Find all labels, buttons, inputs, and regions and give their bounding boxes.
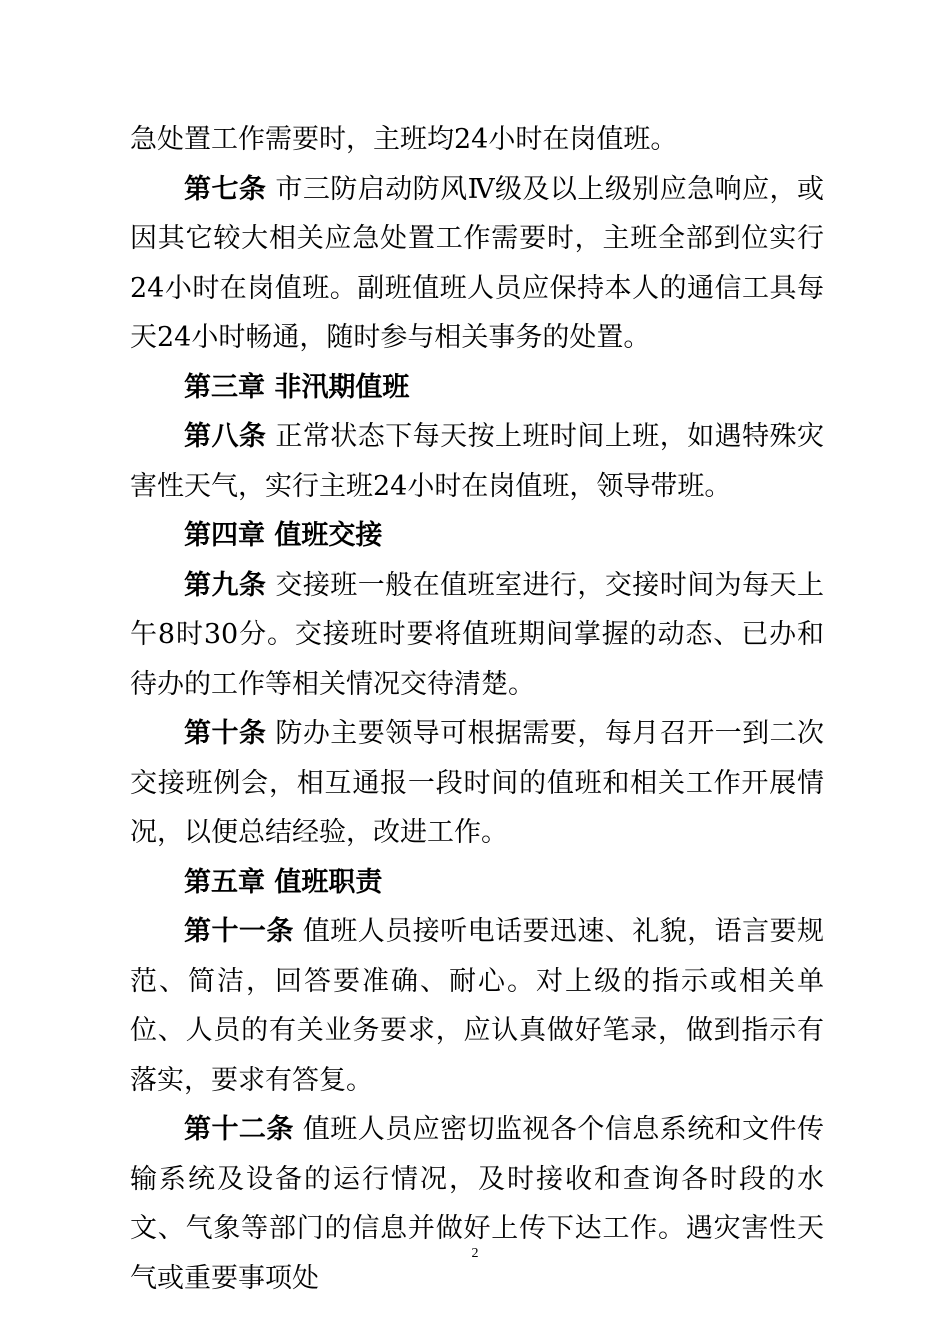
article-12-text: 值班人员应密切监视各个信息系统和文件传输系统及设备的运行情况，及时接收和查询各时段的水文、气象等部门的信息并做好上传下达工作。遇灾害性天气或重要事项处 [130, 1114, 825, 1294]
article-12-label: 第十二条 [184, 1114, 294, 1145]
article-10 [130, 709, 824, 858]
article-8-text: 正常状态下每天按上班时间上班，如遇特殊灾害性天气，实行主班24小时在岗值班，领导带班。 [130, 421, 825, 502]
article-9-label: 第九条 [184, 569, 267, 601]
chapter-4-heading: 第四章 值班交接 [184, 520, 383, 551]
article-11-text: 值班人员接听电话要迅速、礼貌，语言要规范、简洁，回答要准确、耐心。对上级的指示或相关单位、人员的有关业务要求，应认真做好笔录，做到指示有落实，要求有答复。 [130, 916, 825, 1096]
continuation-paragraph: 急处置工作需要时，主班均24小时在岗值班。 [130, 124, 678, 155]
article-7-label: 第七条 [184, 173, 267, 205]
article-11 [130, 907, 824, 1105]
article-8 [130, 412, 824, 511]
article-7 [130, 165, 824, 363]
article-10-label: 第十条 [184, 718, 267, 749]
article-10-text: 防办主要领导可根据需要，每月召开一到二次交接班例会，相互通报一段时间的值班和相关工作开展情况，以便总结经验，改进工作。 [130, 718, 825, 848]
article-8-label: 第八条 [184, 421, 267, 452]
document-body [130, 115, 824, 1303]
article-7-text: 市三防启动防风Ⅳ级及以上级别应急响应，或因其它较大相关应急处置工作需要时，主班全部到位实行24小时在岗值班。副班值班人员应保持本人的通信工具每天24小时畅通，随时参与相关事务的处置。 [130, 173, 824, 353]
article-9 [130, 561, 824, 710]
article-9-text: 交接班一般在值班室进行，交接时间为每天上午8时30分。交接班时要将值班期间掌握的动态、已办和待办的工作等相关情况交待清楚。 [130, 569, 825, 700]
article-12 [130, 1105, 824, 1303]
chapter-3-heading: 第三章 非汛期值班 [184, 371, 410, 403]
chapter-5-heading: 第五章 值班职责 [184, 866, 383, 898]
article-11-label: 第十一条 [184, 916, 294, 947]
page-number: 2 [471, 1246, 479, 1261]
